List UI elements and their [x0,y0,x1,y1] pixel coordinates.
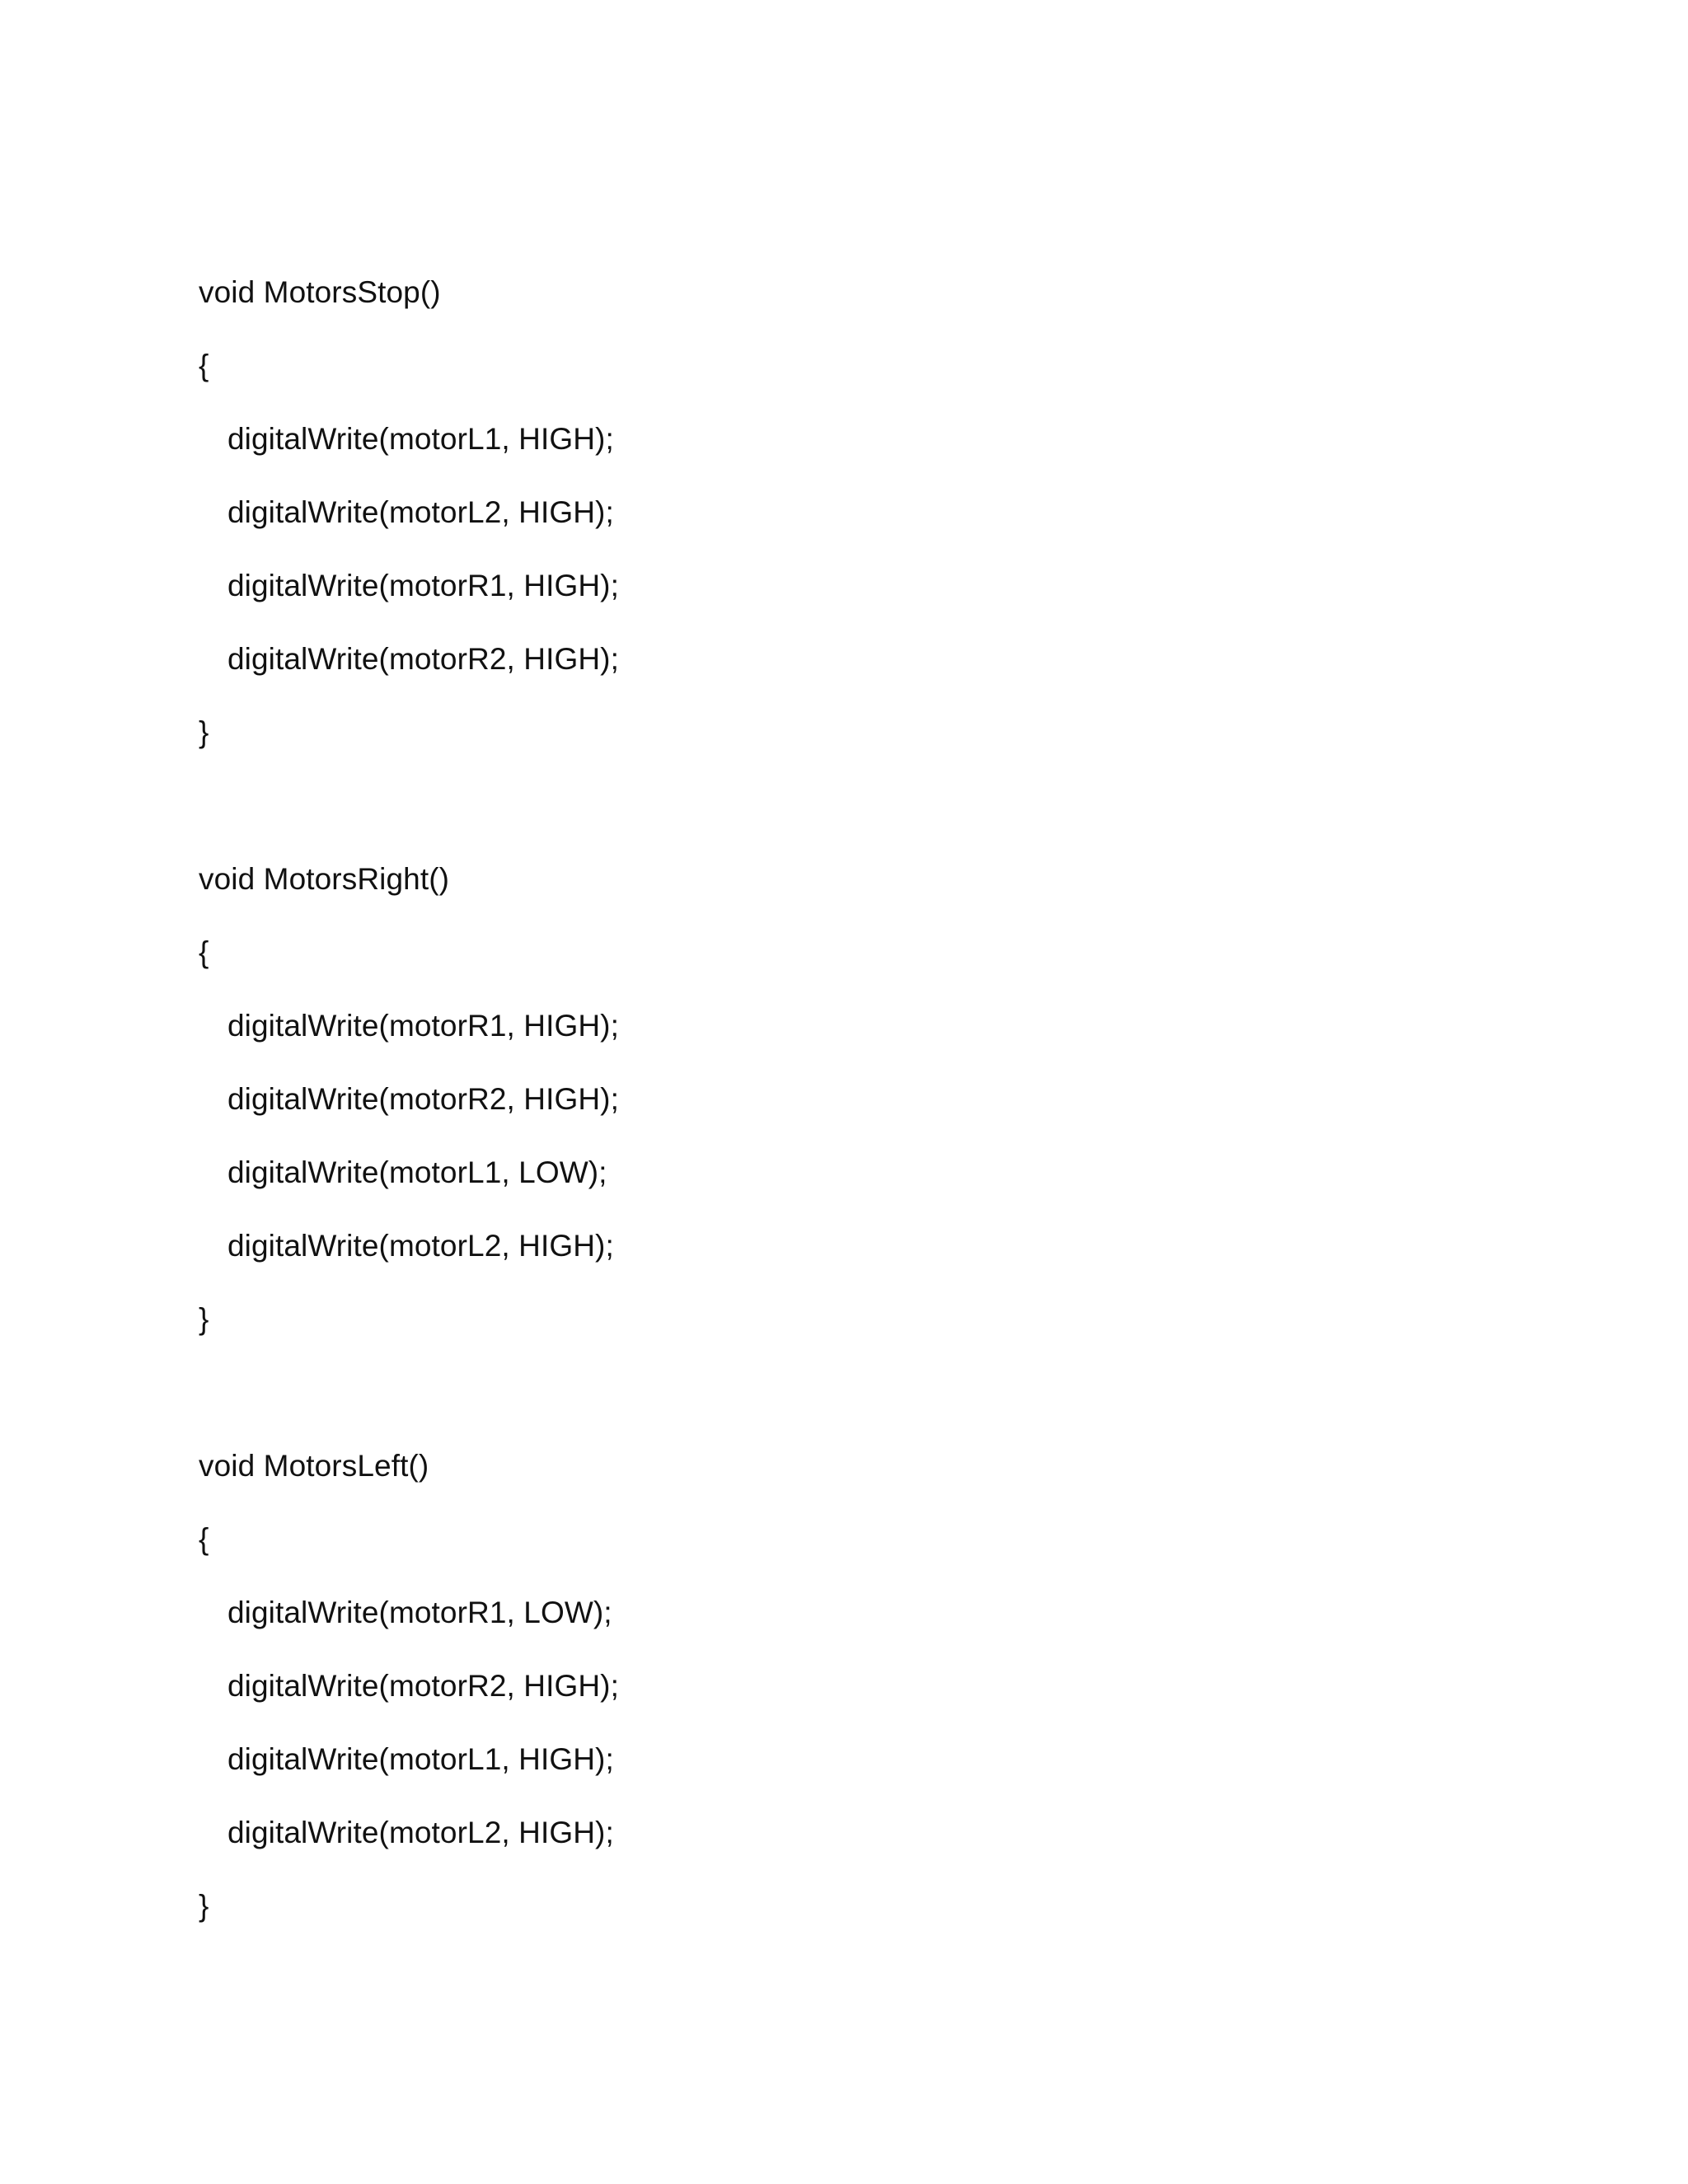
code-line: digitalWrite(motorR2, HIGH); [227,1669,619,1703]
open-brace: { [199,349,209,382]
code-line: digitalWrite(motorL1, LOW); [227,1155,607,1189]
close-brace: } [199,1302,209,1336]
code-listing [199,255,1517,1943]
function-signature-motors-left: void MotorsLeft() [199,1449,429,1483]
blank-line [199,1356,1517,1429]
close-brace: } [199,1889,209,1923]
code-line: digitalWrite(motorR1, HIGH); [227,1009,619,1043]
open-brace: { [199,1522,209,1556]
function-signature-motors-right: void MotorsRight() [199,862,450,896]
code-line: digitalWrite(motorL2, HIGH); [227,1816,614,1849]
code-line: digitalWrite(motorL1, HIGH); [227,1742,614,1776]
code-line: digitalWrite(motorL2, HIGH); [227,495,614,529]
function-signature-motors-stop: void MotorsStop() [199,275,441,309]
open-brace: { [199,935,209,969]
code-line: digitalWrite(motorL2, HIGH); [227,1229,614,1263]
code-line: digitalWrite(motorL1, HIGH); [227,422,614,456]
code-line: digitalWrite(motorR2, HIGH); [227,642,619,676]
blank-line [199,769,1517,842]
code-line: digitalWrite(motorR2, HIGH); [227,1082,619,1116]
code-line: digitalWrite(motorR1, HIGH); [227,569,619,602]
code-line: digitalWrite(motorR1, LOW); [227,1596,612,1629]
close-brace: } [199,715,209,749]
